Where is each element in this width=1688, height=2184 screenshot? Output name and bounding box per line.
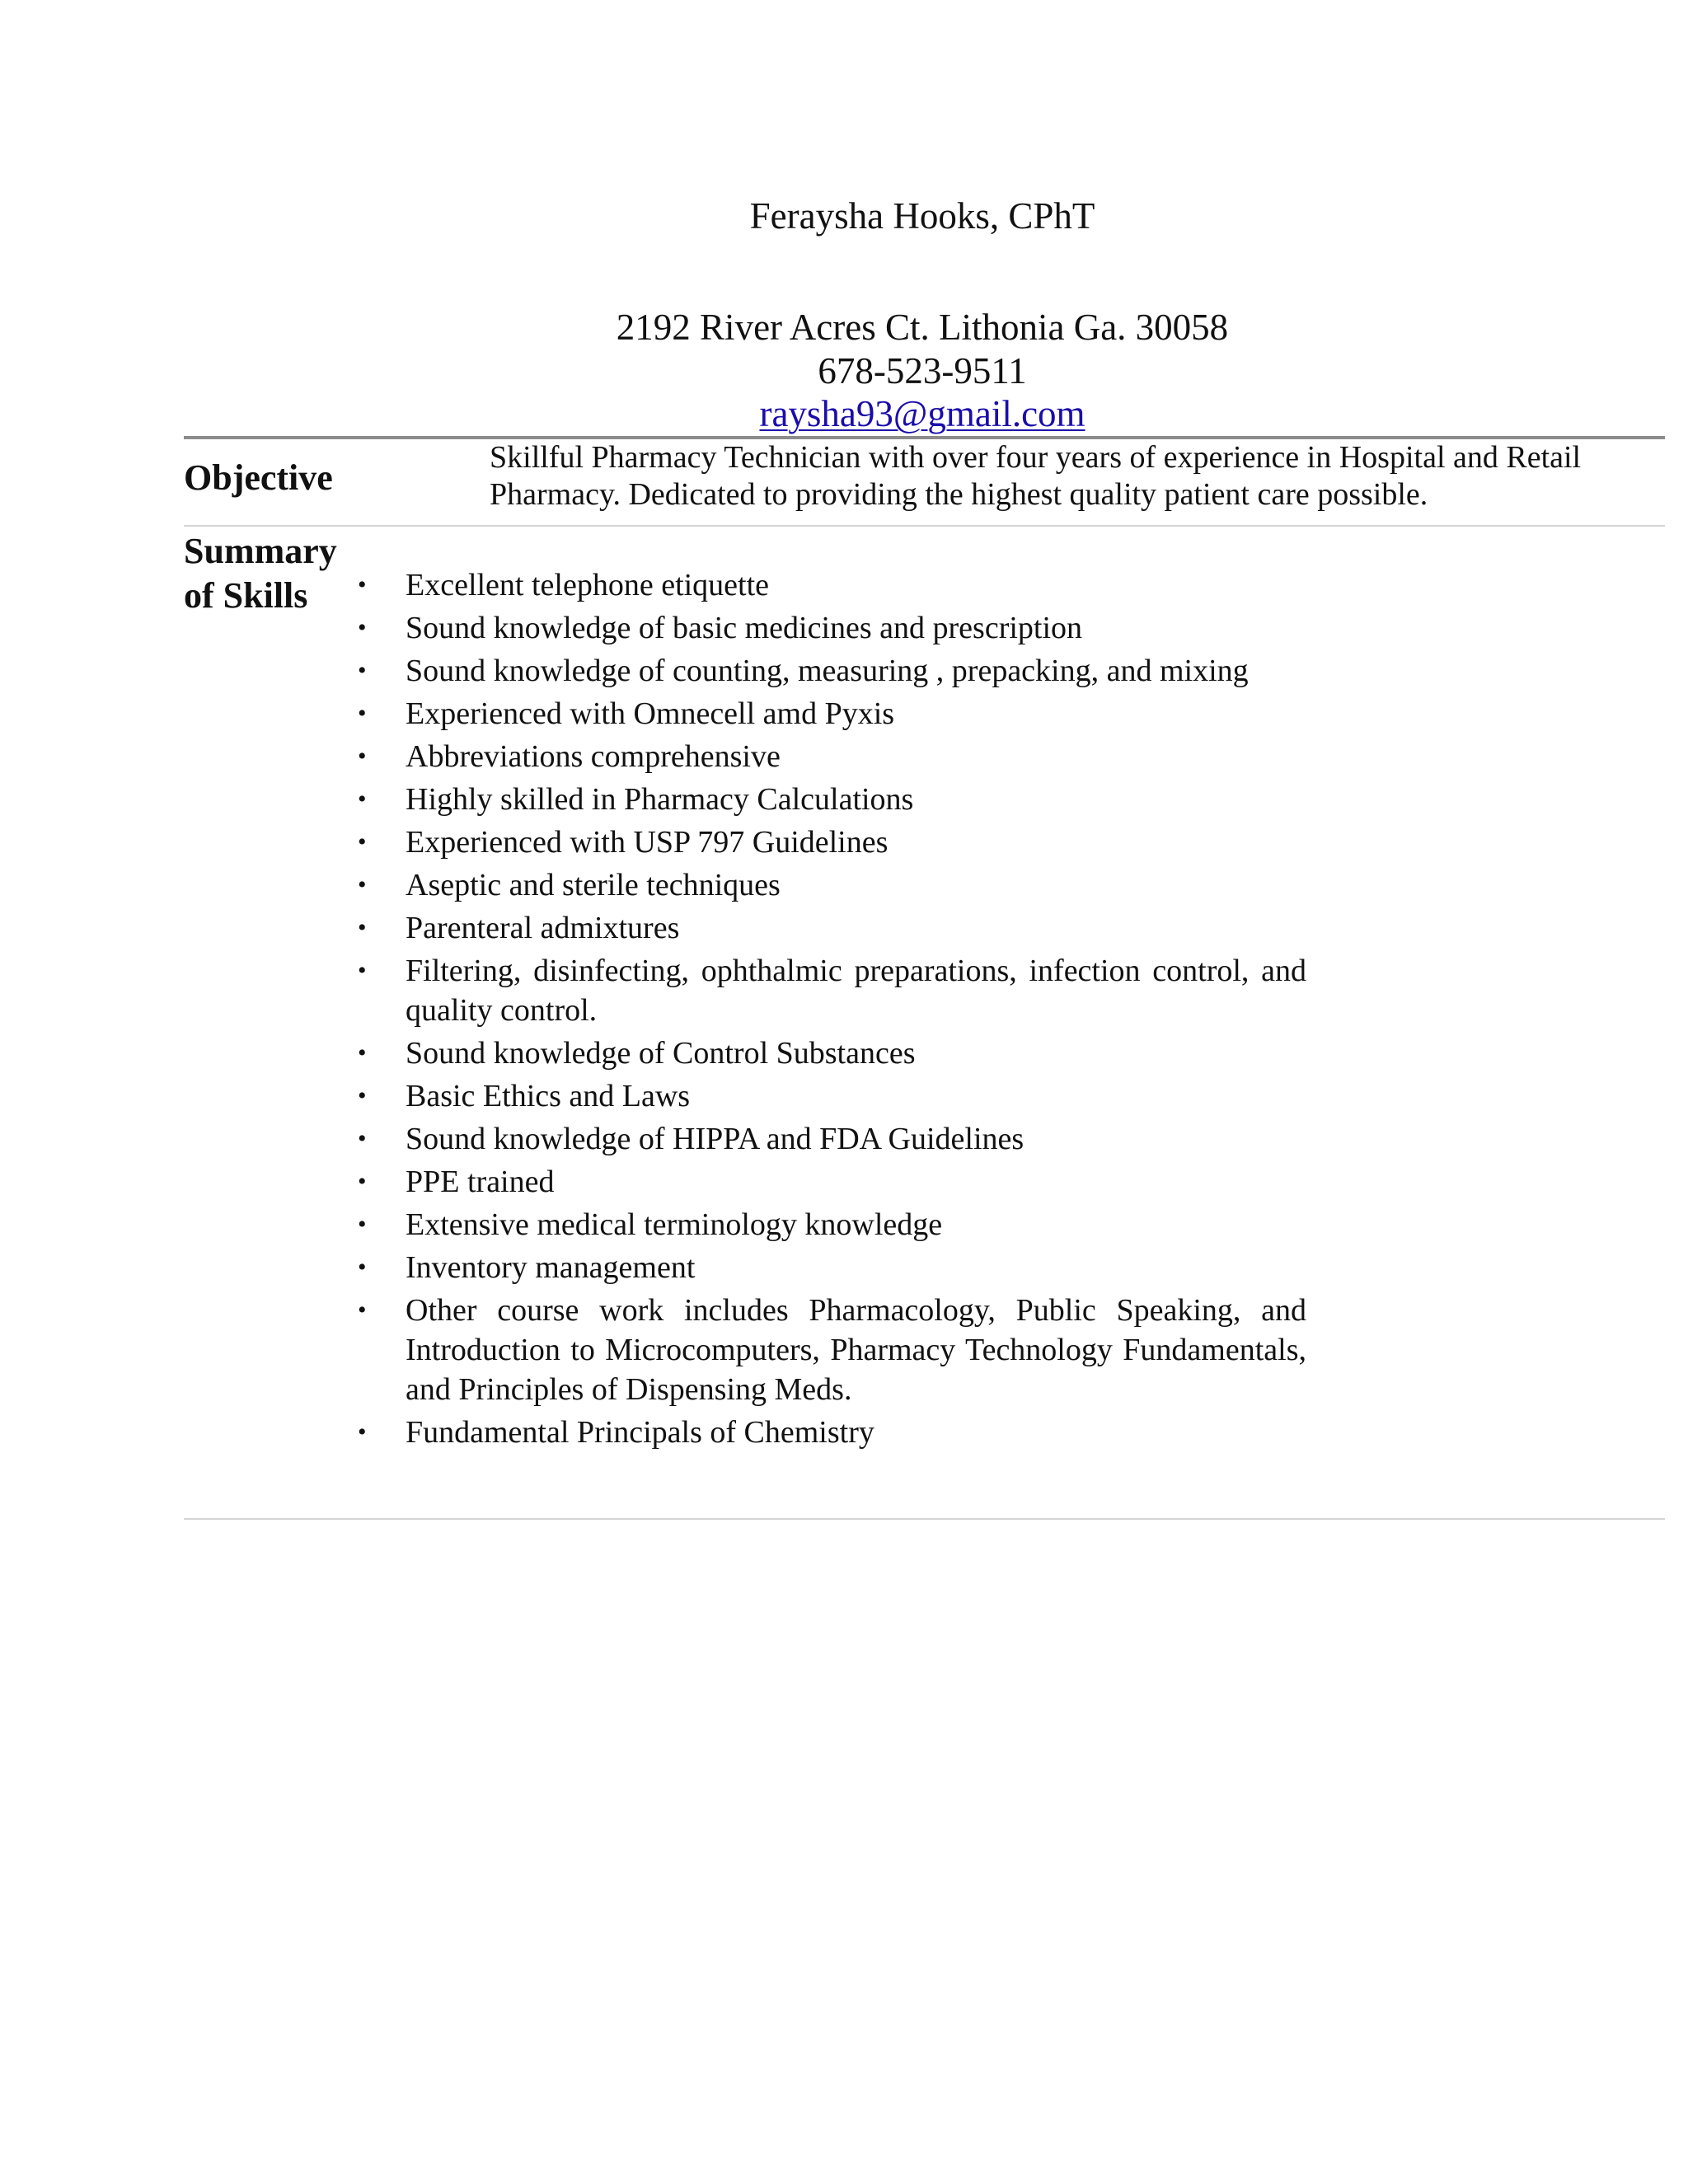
section-divider xyxy=(184,525,1665,527)
objective-heading: Objective xyxy=(184,457,333,498)
bullet-icon: • xyxy=(358,785,367,813)
skill-item xyxy=(354,608,1306,648)
skill-text: Fundamental Principals of Chemistry xyxy=(406,1415,874,1450)
bullet-icon: • xyxy=(358,1168,367,1195)
address-line: 2192 River Acres Ct. Lithonia Ga. 30058 xyxy=(616,307,1229,348)
resume-name: Feraysha Hooks, CPhT xyxy=(749,195,1095,237)
bullet-icon: • xyxy=(358,657,367,684)
bullet-icon: • xyxy=(358,614,367,641)
bullet-icon: • xyxy=(358,743,367,770)
skill-item xyxy=(354,951,1306,1030)
bullet-icon: • xyxy=(358,871,367,898)
skill-item xyxy=(354,1076,1306,1116)
skill-text: Basic Ethics and Laws xyxy=(406,1079,691,1113)
bullet-icon: • xyxy=(358,1418,367,1446)
skill-text: Other course work includes Pharmacology, Public Speaking, and Introduction to Microcomputers, Pharmacy Technology Fundamentals, and Principles of Dispensing Meds. xyxy=(406,1293,1306,1407)
skill-text: Excellent telephone etiquette xyxy=(406,568,770,602)
skill-text: Aseptic and sterile techniques xyxy=(406,868,781,902)
skill-text: Extensive medical terminology knowledge xyxy=(406,1207,943,1242)
skill-text: Sound knowledge of counting, measuring , prepacking, and mixing xyxy=(406,654,1249,688)
bullet-icon: • xyxy=(358,914,367,941)
skill-item xyxy=(354,1162,1306,1202)
bottom-divider xyxy=(184,1518,1665,1520)
objective-text: Skillful Pharmacy Technician with over four years of experience in Hospital and Retail Pharmacy. Dedicated to providing the highest quality patient care possible. xyxy=(490,440,1582,512)
bullet-icon: • xyxy=(358,1125,367,1152)
skill-item xyxy=(354,1033,1306,1073)
skill-text: Highly skilled in Pharmacy Calculations xyxy=(406,782,914,817)
bullet-icon: • xyxy=(358,700,367,727)
bullet-icon: • xyxy=(358,828,367,855)
bullet-icon: • xyxy=(358,1254,367,1281)
skill-text: Sound knowledge of Control Substances xyxy=(406,1036,916,1071)
bullet-icon: • xyxy=(358,957,367,984)
skill-text: Sound knowledge of basic medicines and prescription xyxy=(406,611,1083,645)
bullet-icon: • xyxy=(358,1039,367,1066)
skill-text: Abbreviations comprehensive xyxy=(406,739,781,774)
skill-text: Experienced with USP 797 Guidelines xyxy=(406,825,889,860)
skill-item xyxy=(354,1205,1306,1244)
skill-item xyxy=(354,908,1306,948)
skill-item xyxy=(354,1291,1306,1409)
skill-text: Filtering, disinfecting, ophthalmic preparations, infection control, and quality control. xyxy=(406,954,1306,1028)
skill-item xyxy=(354,694,1306,733)
bullet-icon: • xyxy=(358,1082,367,1109)
skill-item xyxy=(354,865,1306,905)
bullet-icon: • xyxy=(358,1211,367,1238)
skills-list xyxy=(354,565,1306,1455)
skill-text: Experienced with Omnecell amd Pyxis xyxy=(406,696,895,731)
skill-text: Inventory management xyxy=(406,1250,696,1285)
skill-item xyxy=(354,1248,1306,1287)
email-line xyxy=(78,393,1688,434)
skill-item xyxy=(354,651,1306,691)
bullet-icon: • xyxy=(358,1296,367,1324)
skill-item xyxy=(354,737,1306,776)
skills-heading: Summary of Skills xyxy=(184,531,337,616)
skill-text: Parenteral admixtures xyxy=(406,911,680,945)
bullet-icon: • xyxy=(358,571,367,598)
skill-text: PPE trained xyxy=(406,1165,555,1199)
skill-item xyxy=(354,1119,1306,1159)
skill-item xyxy=(354,565,1306,605)
skill-item xyxy=(354,823,1306,862)
phone-line: 678-523-9511 xyxy=(818,350,1027,391)
email-link[interactable]: raysha93@gmail.com xyxy=(759,393,1085,434)
skill-item xyxy=(354,1413,1306,1452)
skill-item xyxy=(354,780,1306,819)
skill-text: Sound knowledge of HIPPA and FDA Guidelines xyxy=(406,1122,1025,1156)
